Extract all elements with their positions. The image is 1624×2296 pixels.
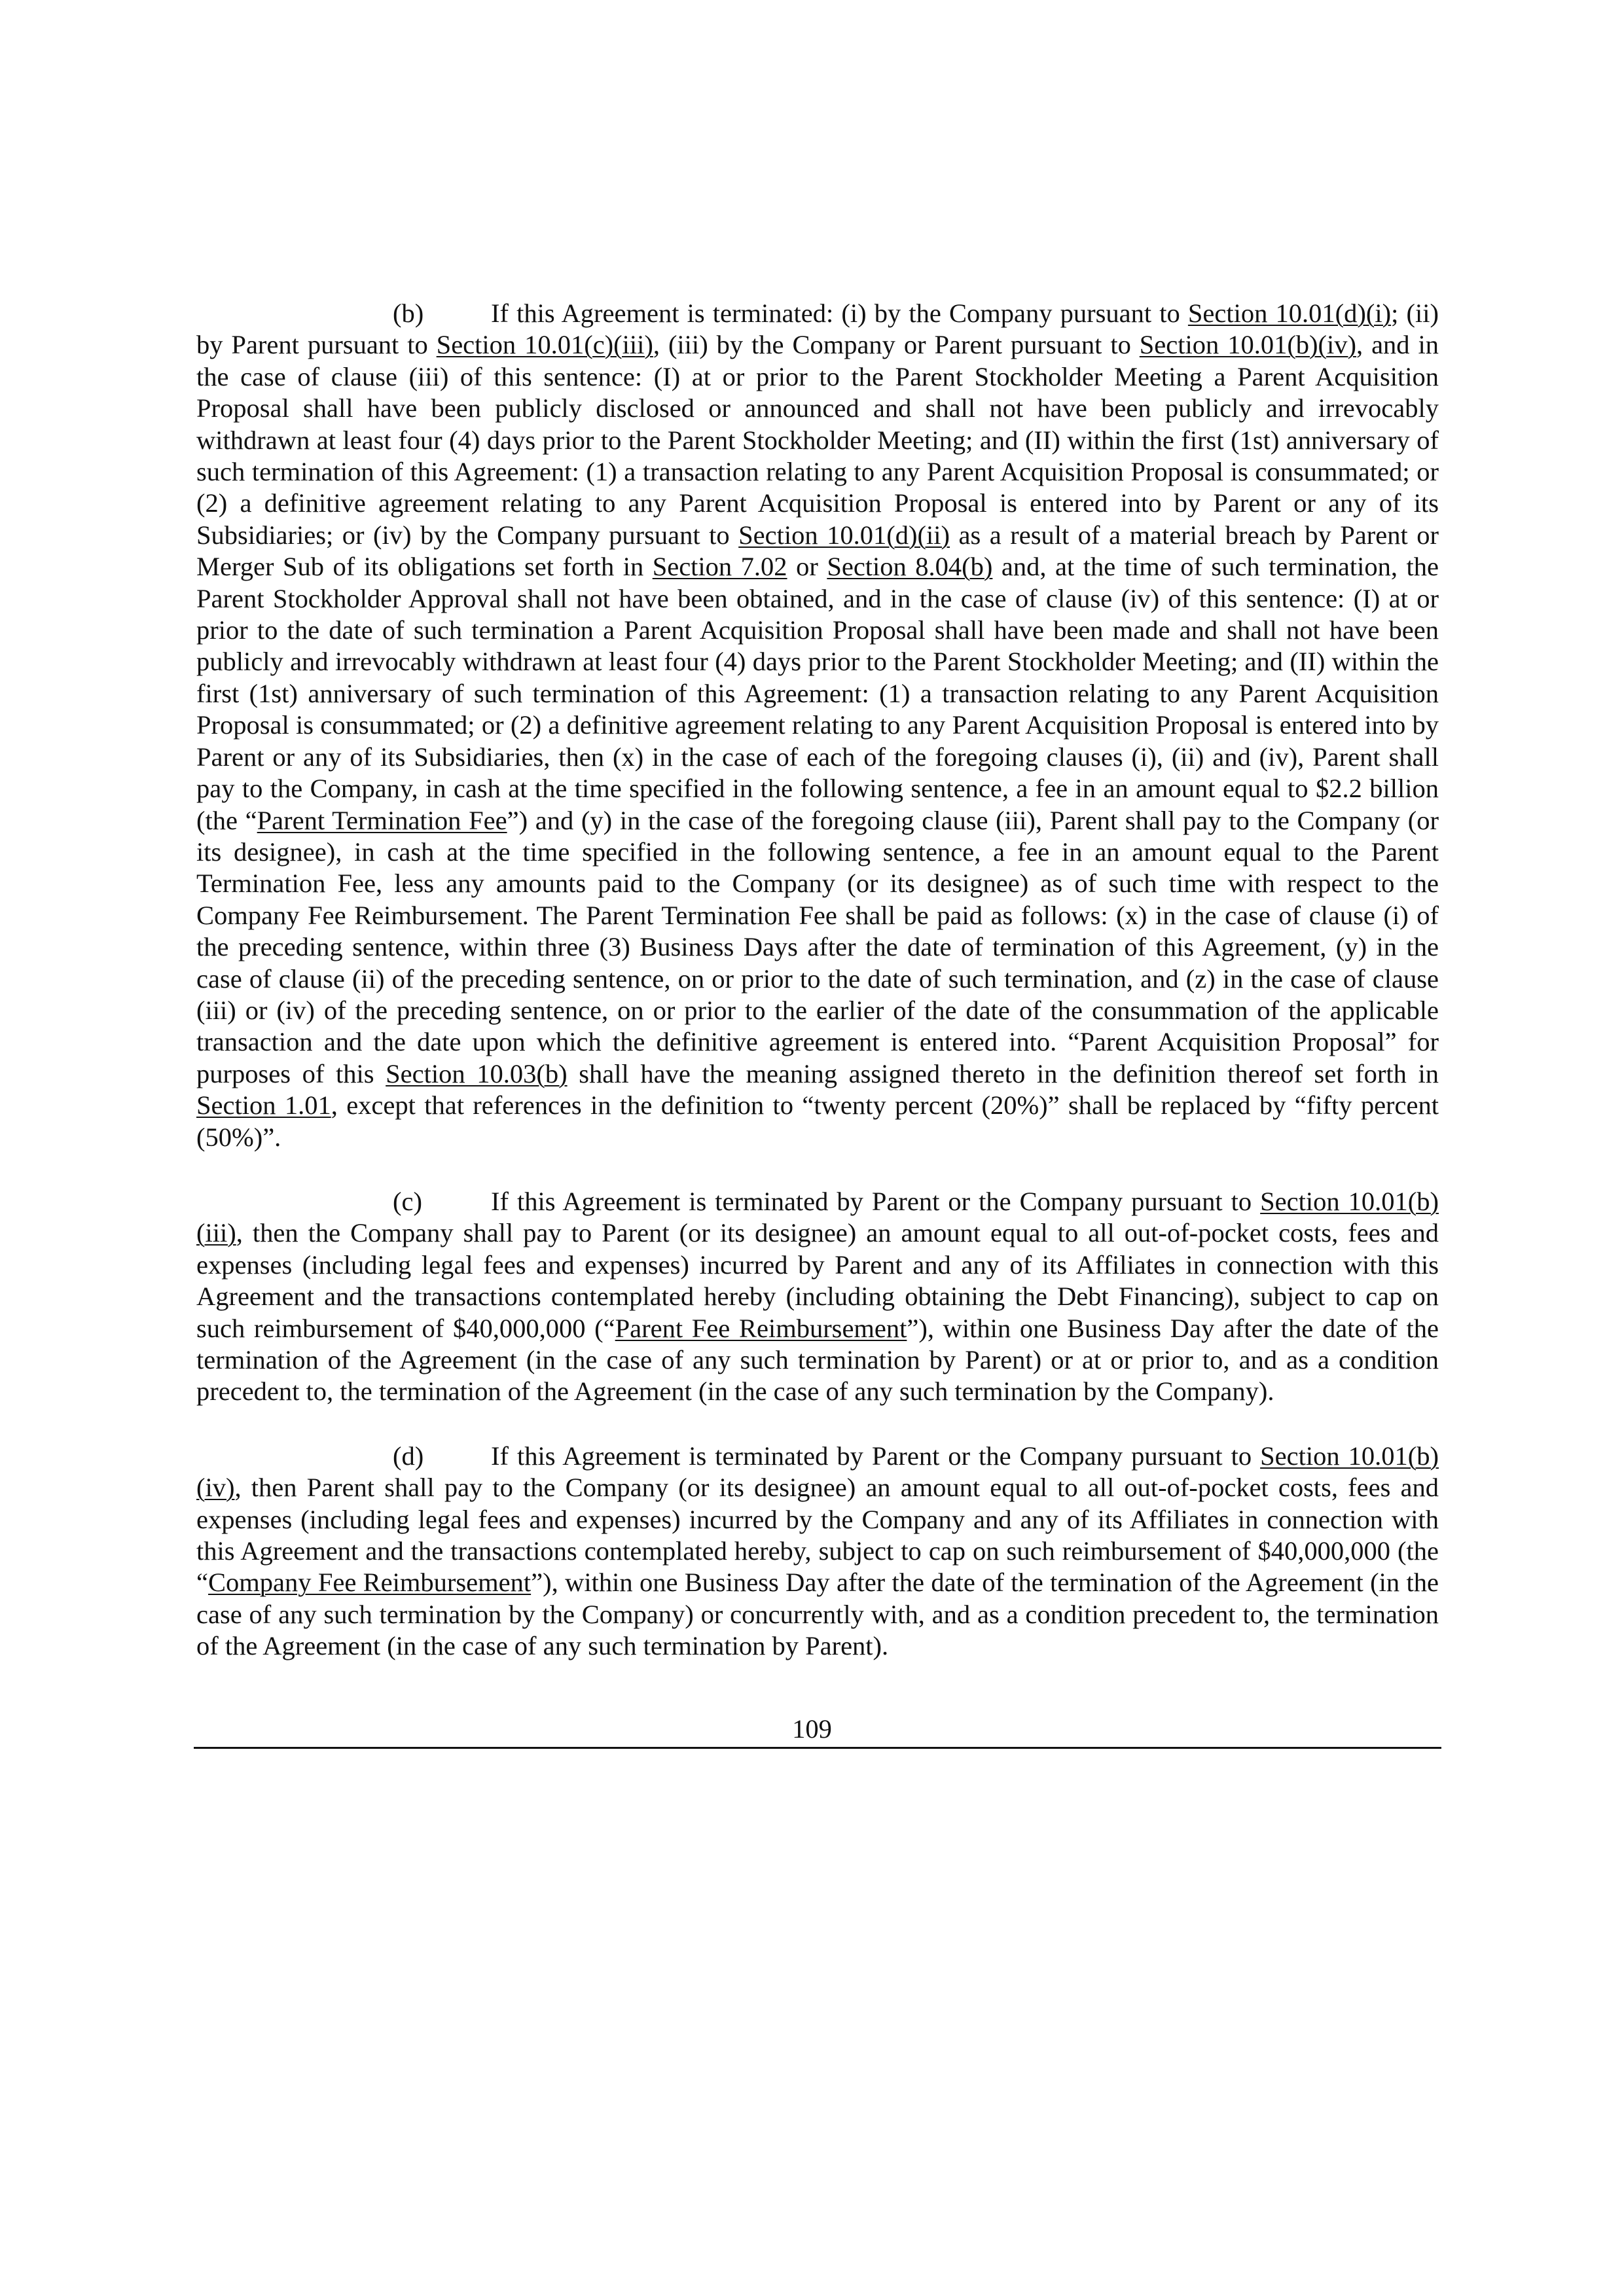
text-run: If this Agreement is terminated by Parent or the Company pursuant to — [491, 1186, 1261, 1216]
defined-term-reference: Section 10.01(d)(ii) — [738, 520, 950, 550]
text-run: , (iii) by the Company or Parent pursuant to — [653, 330, 1140, 360]
text-run: ”), within one Business Day after the date of the termination of the Agreement (in the case of any such termination by Parent) or at or prior to, and as a condition precedent to, the termination of the Agreement (in the case of any such termination by the Company). — [196, 1313, 1439, 1407]
text-run: If this Agreement is terminated: (i) by the Company pursuant to — [491, 298, 1188, 328]
paragraph-label: (b) — [393, 298, 424, 328]
defined-term-reference: Section 7.02 — [652, 552, 787, 582]
body-text — [196, 298, 1439, 1695]
text-run: ; (ii) by Parent pursuant to — [196, 298, 1439, 360]
footer-rule — [194, 1747, 1441, 1749]
defined-term-reference: Parent Fee Reimbursement — [615, 1313, 907, 1343]
paragraph-label: (c) — [393, 1186, 422, 1216]
defined-term-reference: Section 1.01 — [196, 1090, 331, 1121]
paragraph-content — [196, 1187, 1439, 1406]
page-number: 109 — [792, 1714, 832, 1744]
text-run: shall have the meaning assigned thereto in the definition thereof set forth in — [567, 1058, 1439, 1088]
text-run: ”), within one Business Day after the date of the termination of the Agreement (in the case of any such termination by the Company) or concurrently with, and as a condition precedent to, the termination of the Agreement (in the case of any such termination by Parent). — [196, 1568, 1439, 1661]
defined-term-reference: Section 10.01(c)(iii) — [436, 330, 653, 360]
defined-term-reference: Company Fee Reimbursement — [208, 1568, 532, 1598]
defined-term-reference: Section 10.01(d)(i) — [1187, 298, 1392, 328]
defined-term-reference: Section 8.04(b) — [827, 552, 993, 582]
text-run: , then the Company shall pay to Parent (or its designee) an amount equal to all out-of-pocket costs, fees and expenses (including legal fees and expenses) incurred by Parent and any of its Affiliates in connection with this Agreement and the transactions contemplated hereby (including obtaining the Debt Financing), subject to cap on such reimbursement of $40,000,000 (“ — [196, 1218, 1439, 1343]
defined-term-reference: Parent Termination Fee — [257, 805, 507, 835]
text-run: and, at the time of such termination, the Parent Stockholder Approval shall not have been obtained, and in the case of clause (iv) of this sentence: (I) at or prior to the date of such termination a Parent Acquisition Proposal shall have been made and shall not have been publicly and irrevocably withdrawn at least four (4) days prior to the Parent Stockholder Meeting; and (II) within the first (1st) anniversary of such termination of this Agreement: (1) a transaction relating to any Parent Acquisition Proposal is consummated; or (2) a definitive agreement relating to any Parent Acquisition Proposal is entered into by Parent or any of its Subsidiaries, then (x) in the case of each of the foregoing clauses (i), (ii) and (iv), Parent shall pay to the Company, in cash at the time specified in the following sentence, a fee in an amount equal to $2.2 billion (the “ — [196, 552, 1439, 835]
paragraph-content — [196, 298, 1439, 1152]
text-run: , and in the case of clause (iii) of this sentence: (I) at or prior to the Parent Stockholder Meeting a Parent Acquisition Proposal shall have been publicly disclosed or announced and shall not have been publicly and irrevocably withdrawn at least four (4) days prior to the Parent Stockholder Meeting; and (II) within the first (1st) anniversary of such termination of this Agreement: (1) a transaction relating to any Parent Acquisition Proposal is consummated; or (2) a definitive agreement relating to any Parent Acquisition Proposal is entered into by Parent or any of its Subsidiaries; or (iv) by the Company pursuant to — [196, 330, 1439, 550]
text-run: If this Agreement is terminated by Parent or the Company pursuant to — [491, 1441, 1261, 1471]
defined-term-reference: Section 10.03(b) — [386, 1058, 568, 1088]
text-run: , except that references in the definition to “twenty percent (20%)” shall be replaced by “fifty percent (50%)”. — [196, 1090, 1439, 1152]
paragraph-label: (d) — [393, 1441, 424, 1471]
text-run: as a result of a material breach by Parent or Merger Sub of its obligations set forth in — [196, 520, 1439, 582]
defined-term-reference: Section 10.01(b)(iv) — [196, 1441, 1439, 1503]
paragraph-b — [196, 298, 1439, 1153]
text-run: , then Parent shall pay to the Company (or its designee) an amount equal to all out-of-pocket costs, fees and expenses (including legal fees and expenses) incurred by the Company and any of its Affiliates in connection with this Agreement and the transactions contemplated hereby, subject to cap on such reimbursement of $40,000,000 (the “ — [196, 1473, 1439, 1598]
defined-term-reference: Section 10.01(b)(iv) — [1139, 330, 1357, 360]
paragraph-content — [196, 1441, 1439, 1660]
text-run: ”) and (y) in the case of the foregoing clause (iii), Parent shall pay to the Company (or its designee), in cash at the time specified in the following sentence, a fee in an amount equal to the Parent Termination Fee, less any amounts paid to the Company (or its designee) as of such time with respect to the Company Fee Reimbursement. The Parent Termination Fee shall be paid as follows: (x) in the case of clause (i) of the preceding sentence, within three (3) Business Days after the date of termination of this Agreement, (y) in the case of clause (ii) of the preceding sentence, on or prior to the date of such termination, and (z) in the case of clause (iii) or (iv) of the preceding sentence, on or prior to the earlier of the date of the consummation of the applicable transaction and the date upon which the definitive agreement is entered into. “Parent Acquisition Proposal” for purposes of this — [196, 805, 1439, 1088]
paragraph-d — [196, 1441, 1439, 1662]
paragraph-c — [196, 1186, 1439, 1408]
defined-term-reference: Section 10.01(b)(iii) — [196, 1186, 1439, 1248]
text-run: or — [787, 552, 827, 582]
